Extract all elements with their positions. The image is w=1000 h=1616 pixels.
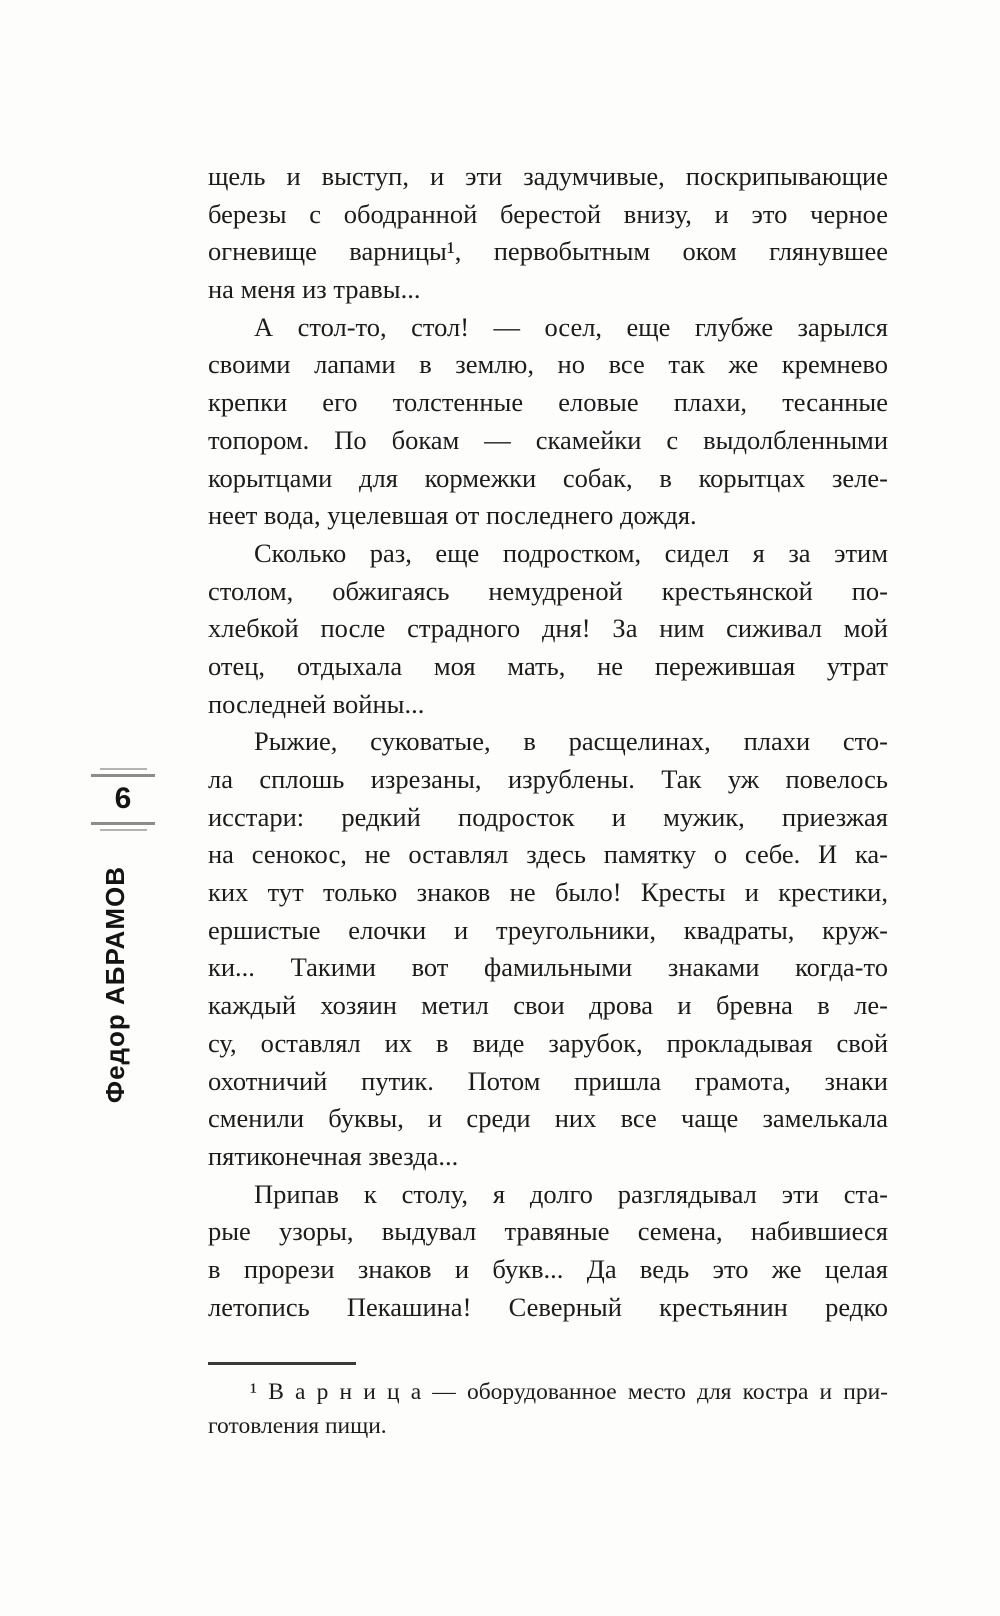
body-text-line: ершистые елочки и треугольники, квадраты, круж-	[208, 914, 888, 945]
footnote-text-line: готовления пищи.	[208, 1413, 387, 1439]
body-text-line: корытцами для кормежки собак, в корытцах зеле-	[208, 462, 888, 493]
body-text-line: крепки его толстенные еловые плахи, тесанные	[208, 387, 888, 418]
footnote-text	[208, 1375, 888, 1443]
ornament-line-thick-bottom	[91, 822, 155, 825]
footnote-separator-rule	[208, 1362, 356, 1365]
body-text-line: в прорези знаков и букв... Да ведь это же целая	[208, 1253, 888, 1284]
page-number: 6	[114, 782, 132, 815]
body-text-line: хлебкой после страдного дня! За ним сиживал мой	[208, 613, 888, 644]
ornament-line-thin-bottom	[100, 829, 147, 831]
body-text-line: березы с ободранной берестой внизу, и это черное	[208, 198, 888, 229]
body-text-line: су, оставлял их в виде зарубок, прокладывая свой	[208, 1027, 888, 1058]
ornament-line-thick-top	[91, 774, 155, 777]
body-text-block	[208, 158, 888, 1326]
body-text-line: пятиконечная звезда...	[208, 1140, 459, 1171]
body-text-line: неет вода, уцелевшая от последнего дождя.	[208, 500, 697, 531]
body-text-line: топором. По бокам — скамейки с выдолбленными	[208, 424, 888, 455]
page-number-marker	[90, 768, 156, 831]
body-text-line: своими лапами в землю, но все так же кремнево	[208, 349, 888, 380]
body-text-line: последней войны...	[208, 688, 425, 719]
body-text-line: Припав к столу, я долго разглядывал эти ста-	[254, 1178, 888, 1209]
author-vertical-label: Федор АБРАМОВ	[100, 865, 130, 1103]
footnote-block	[208, 1362, 888, 1443]
body-text-line: на меня из травы...	[208, 274, 421, 305]
body-text-line: на сенокос, не оставлял здесь памятку о себе. И ка-	[208, 839, 888, 870]
body-text-line: летопись Пекашина! Северный крестьянин редко	[208, 1291, 888, 1322]
body-text-line: сменили буквы, и среди них все чаще замелькала	[208, 1103, 888, 1134]
body-text-line: щель и выступ, и эти задумчивые, поскрипывающие	[208, 161, 888, 191]
body-text-line: Сколько раз, еще подростком, сидел я за этим	[254, 537, 888, 568]
body-text-line: А стол-то, стол! — осел, еще глубже зарылся	[254, 311, 888, 342]
body-text-line: рые узоры, выдувал травяные семена, набившиеся	[208, 1216, 888, 1247]
body-text-line: каждый хозяин метил свои дрова и бревна в ле-	[208, 990, 888, 1021]
ornament-line-thin-top	[100, 768, 147, 770]
body-text-line: ких тут только знаков не было! Кресты и крестики,	[208, 877, 888, 908]
body-text-line: огневище варницы¹, первобытным оком глянувшее	[208, 236, 888, 267]
body-text-line: Рыжие, суковатые, в расщелинах, плахи сто-	[254, 726, 888, 757]
body-text-line: охотничий путик. Потом пришла грамота, знаки	[208, 1065, 888, 1096]
body-text-line: отец, отдыхала моя мать, не пережившая утрат	[208, 650, 888, 681]
body-text-line: ки... Такими вот фамильными знаками когда-то	[208, 952, 888, 983]
body-text-line: ла сплошь изрезаны, изрублены. Так уж повелось	[208, 764, 888, 794]
body-text-line: исстари: редкий подросток и мужик, приезжая	[208, 801, 888, 832]
footnote-text-line: ¹ В а р н и ц а — оборудованное место для костра и при-	[250, 1379, 888, 1405]
body-text-line: столом, обжигаясь немудреной крестьянской по-	[208, 575, 888, 606]
